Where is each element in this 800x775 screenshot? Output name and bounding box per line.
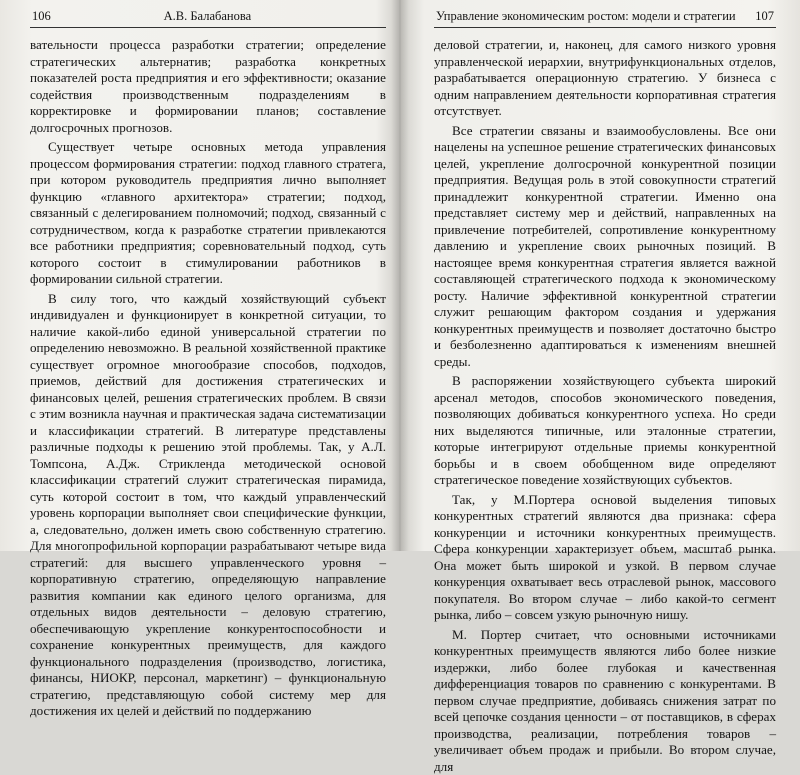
left-page-header <box>30 9 386 28</box>
right-page-header <box>434 9 776 28</box>
left-running-head: А.В. Балабанова <box>164 9 252 24</box>
paragraph: В силу того, что каждый хозяйствующий субъект индивидуален и функционирует в конкретной ситуации, то наличие какой-либо единой универсальной стратегии по определению невозможно. В реальной хозяйственной практике существует огромное многообразие способов, подходов, приемов, действий для достижения стратегических и финансовых целей, решения стратегических проблем. В связи с этим возникла научная и практическая задача систематизации и классификации стратегий. В литературе представлены различные подходы к решению этой проблемы. Так, у А.Л. Томпсона, А.Дж. Стрикленда методической основой классификации стратегий служит стратегическая пирамида, суть которой состоит в том, что каждый управленческий уровень корпорации выполняет свои специфические функции, а, следовательно, должен иметь свою собственную стратегию. Для многопрофильной корпорации разрабатывают четыре вида стратегий: для высшего управленческого уровня – корпоративную стратегию, определяющую направление развития компании как единого целого организма, для отдельных видов деятельности – деловую стратегию, обеспечивающую укрепление конкурентоспособности и сохранение конкурентных преимуществ, для каждого функционального подразделения (производство, логистика, финансы, НИОКР, персонал, маркетинг) – функциональную стратегию, представляющую собой систему мер для достижения их целей и действий по поддержанию <box>30 291 386 720</box>
paragraph: М. Портер считает, что основными источниками конкурентных преимуществ являются либо более низкие издержки, либо более глубокая и качественная дифференциация товаров по сравнению с конкурентами. В первом случае предприятие, добиваясь снижения затрат по всей цепочке создания ценности – от поставщиков, в сферах производства, реализации, потребления товаров – увеличивает объем продаж и прибыли. Во втором случае, для <box>434 627 776 775</box>
left-page-text <box>30 37 386 720</box>
paragraph: В распоряжении хозяйствующего субъекта широкий арсенал методов, способов экономического поведения, позволяющих добиваться конкурентного успеха. Но среди них выделяются типичные, или эталонные стратегии, которые интегрируют отдельные приемы конкурентной борьбы и в своем обобщенном виде определяют стратегическое поведение хозяйствующих субъектов. <box>434 373 776 489</box>
book-spine-shadow <box>391 0 409 551</box>
paragraph: Существует четыре основных метода управления процессом формирования стратегии: подход главного стратега, при котором руководитель предприятия лично выполняет функцию «главного архитектора» стратегии; подход, связанный с делегированием полномочий; подход, связанный с сотрудничеством, когда к разработке стратегии привлекаются все работники предприятия; соревновательный подход, суть которого состоит в стимулировании работников в формировании сильной стратегии. <box>30 139 386 288</box>
left-page-number: 106 <box>32 9 51 24</box>
paragraph: Так, у М.Портера основой выделения типовых конкурентных стратегий являются два признака: сфера конкуренции и источники конкурентных преимуществ. Сфера конкуренции характеризует объем, масштаб рынка. Она может быть широкой и узкой. В первом случае конкуренция охватывает весь отраслевой рынок, массового покупателя. Во втором случае – либо какой-то сегмент рынка, либо – совсем узкую рыночную нишу. <box>434 492 776 624</box>
paragraph: вательности процесса разработки стратегии; определение стратегических альтернатив; разработка конкретных показателей роста предприятия и его эффективности; оказание содействия производственным подразделениям в корректировке и формировании планов; составление долгосрочных прогнозов. <box>30 37 386 136</box>
paragraph: Все стратегии связаны и взаимообусловлены. Все они нацелены на успешное решение стратегических финансовых целей, укрепление долгосрочной конкурентной позиции предприятия. Ведущая роль в этой совокупности стратегий принадлежит конкурентной стратегии. Именно она представляет систему мер и действий, направленных на привлечение потребителей, сопротивление конкурентному давлению и укрепление своих рыночных позиций. В настоящее время конкурентная стратегия является важной составляющей стратегического подхода к экономическому росту. Наличие эффективной конкурентной стратегии служит решающим фактором создания и удержания конкурентных преимуществ и позволяет достаточно быстро и безболезненно адаптироваться к изменениям внешней среды. <box>434 123 776 371</box>
right-page-text <box>434 37 776 775</box>
paragraph: деловой стратегии, и, наконец, для самого низкого уровня управленческой иерархии, внутрифункциональных отделов, разрабатывается операционную стратегию. У бизнеса с одним направлением деятельности корпоративная стратегия отсутствует. <box>434 37 776 120</box>
right-page <box>400 0 800 551</box>
left-page <box>0 0 400 551</box>
right-running-head: Управление экономическим ростом: модели и стратегии <box>436 9 736 24</box>
right-page-number: 107 <box>755 9 774 24</box>
